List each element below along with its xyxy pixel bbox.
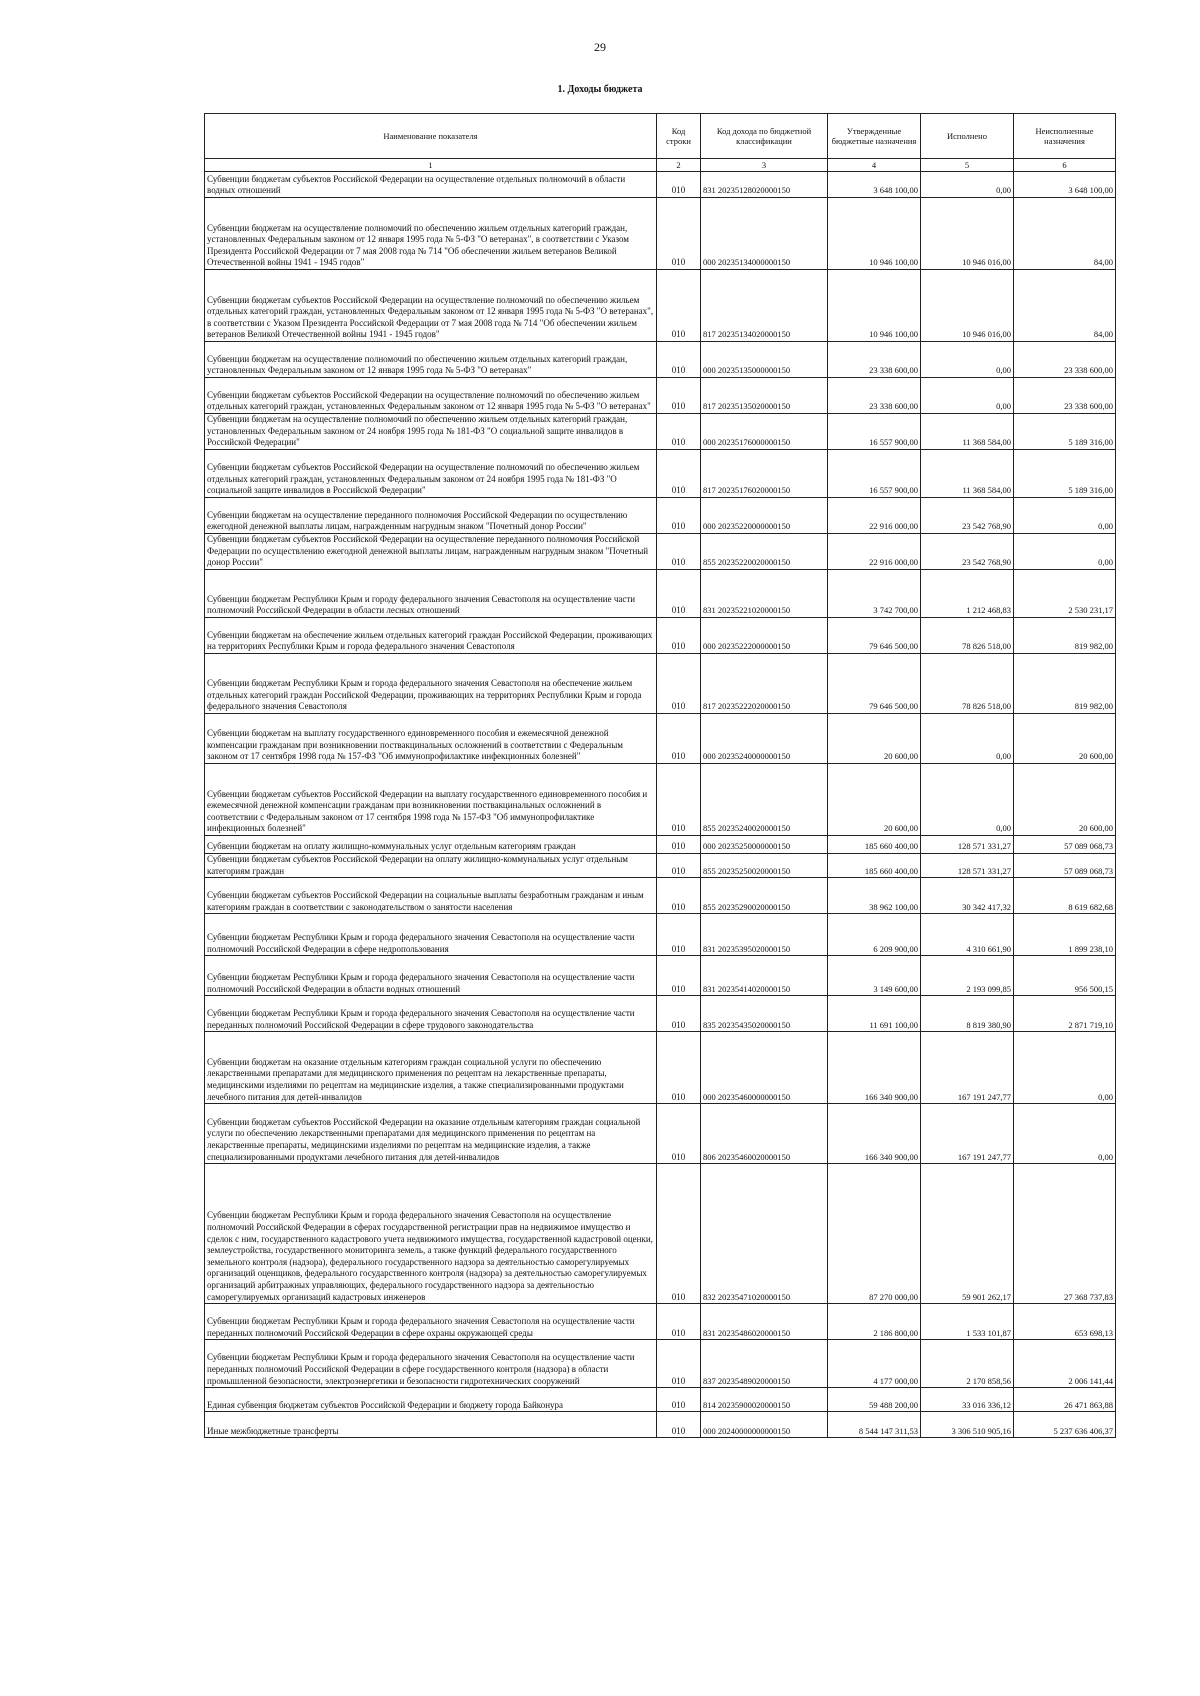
row-line-code-cell: 010 xyxy=(657,1304,701,1340)
row-name-cell: Субвенции бюджетам Республики Крым и города федерального значения Севастополя на осуществление части полномочий Российской Федерации в сфере недропользования xyxy=(205,914,657,956)
column-number: 3 xyxy=(701,159,828,172)
row-line-code-cell: 010 xyxy=(657,996,701,1032)
row-approved-cell: 3 648 100,00 xyxy=(828,172,921,198)
row-line-code-cell: 010 xyxy=(657,764,701,836)
row-name-cell: Субвенции бюджетам субъектов Российской Федерации на осуществление полномочий по обеспечению жильем отдельных категорий граждан, установленных Федеральным законом от 12 января 1995 года № 5-ФЗ "О ветеранах" xyxy=(205,378,657,414)
table-row xyxy=(205,1032,1116,1104)
row-revenue-code-cell: 000 20235250000000150 xyxy=(701,836,828,854)
table-row xyxy=(205,570,1116,618)
row-name-cell: Субвенции бюджетам Республики Крым и города федерального значения Севастополя на осуществление части переданных полномочий Российской Федерации в сфере государственного контроля (надзора) в области промышленной безопасности, электроэнергетики и безопасности гидротехнических сооружений xyxy=(205,1340,657,1388)
row-name-cell: Иные межбюджетные трансферты xyxy=(205,1412,657,1438)
row-unexecuted-cell: 23 338 600,00 xyxy=(1014,342,1116,378)
row-line-code-cell: 010 xyxy=(657,914,701,956)
row-line-code-cell: 010 xyxy=(657,1340,701,1388)
row-executed-cell: 78 826 518,00 xyxy=(921,618,1014,654)
table-row xyxy=(205,1164,1116,1304)
table-row xyxy=(205,534,1116,570)
row-line-code-cell: 010 xyxy=(657,1412,701,1438)
row-approved-cell: 10 946 100,00 xyxy=(828,270,921,342)
row-unexecuted-cell: 57 089 068,73 xyxy=(1014,854,1116,878)
table-row xyxy=(205,1340,1116,1388)
row-name-cell: Субвенции бюджетам субъектов Российской Федерации на осуществление отдельных полномочий в области водных отношений xyxy=(205,172,657,198)
header-revenue-code: Код дохода по бюджетной классификации xyxy=(701,114,828,159)
row-approved-cell: 79 646 500,00 xyxy=(828,618,921,654)
row-revenue-code-cell: 855 20235290020000150 xyxy=(701,878,828,914)
row-approved-cell: 185 660 400,00 xyxy=(828,854,921,878)
budget-revenue-table xyxy=(204,113,1116,1438)
row-approved-cell: 23 338 600,00 xyxy=(828,378,921,414)
table-row xyxy=(205,618,1116,654)
row-revenue-code-cell: 000 20235176000000150 xyxy=(701,414,828,450)
row-name-cell: Субвенции бюджетам на осуществление полномочий по обеспечению жильем отдельных категорий граждан, установленных Федеральным законом от 12 января 1995 года № 5-ФЗ "О ветеранах" xyxy=(205,342,657,378)
row-unexecuted-cell: 653 698,13 xyxy=(1014,1304,1116,1340)
row-executed-cell: 11 368 584,00 xyxy=(921,414,1014,450)
row-approved-cell: 23 338 600,00 xyxy=(828,342,921,378)
row-unexecuted-cell: 8 619 682,68 xyxy=(1014,878,1116,914)
row-revenue-code-cell: 814 20235900020000150 xyxy=(701,1388,828,1412)
row-executed-cell: 4 310 661,90 xyxy=(921,914,1014,956)
row-executed-cell: 167 191 247,77 xyxy=(921,1104,1014,1164)
column-number: 1 xyxy=(205,159,657,172)
row-approved-cell: 185 660 400,00 xyxy=(828,836,921,854)
row-approved-cell: 22 916 000,00 xyxy=(828,534,921,570)
table-row xyxy=(205,714,1116,764)
row-revenue-code-cell: 835 20235435020000150 xyxy=(701,996,828,1032)
row-revenue-code-cell: 000 20235134000000150 xyxy=(701,198,828,270)
row-revenue-code-cell: 000 20235135000000150 xyxy=(701,342,828,378)
row-name-cell: Субвенции бюджетам субъектов Российской Федерации на осуществление переданного полномочия Российской Федерации по осуществлению ежегодной денежной выплаты лицам, награжденным нагрудным знаком "Почетный донор России" xyxy=(205,534,657,570)
row-revenue-code-cell: 000 20240000000000150 xyxy=(701,1412,828,1438)
row-revenue-code-cell: 855 20235220020000150 xyxy=(701,534,828,570)
row-name-cell: Субвенции бюджетам на оказание отдельным категориям граждан социальной услуги по обеспечению лекарственными препаратами для медицинского применения по рецептам на лекарственные препараты, медицинскими изделиями по рецептам на медицинские изделия, а также специализированными продуктами лечебного питания для детей-инвалидов xyxy=(205,1032,657,1104)
row-unexecuted-cell: 20 600,00 xyxy=(1014,764,1116,836)
row-executed-cell: 78 826 518,00 xyxy=(921,654,1014,714)
row-name-cell: Единая субвенция бюджетам субъектов Российской Федерации и бюджету города Байконура xyxy=(205,1388,657,1412)
column-number: 2 xyxy=(657,159,701,172)
table-row xyxy=(205,172,1116,198)
row-executed-cell: 1 533 101,87 xyxy=(921,1304,1014,1340)
row-approved-cell: 166 340 900,00 xyxy=(828,1032,921,1104)
row-name-cell: Субвенции бюджетам субъектов Российской Федерации на осуществление полномочий по обеспечению жильем отдельных категорий граждан, установленных Федеральным законом от 24 ноября 1995 года № 181-ФЗ "О социальной защите инвалидов в Российской Федерации" xyxy=(205,450,657,498)
row-approved-cell: 79 646 500,00 xyxy=(828,654,921,714)
table-row xyxy=(205,450,1116,498)
row-line-code-cell: 010 xyxy=(657,1388,701,1412)
row-line-code-cell: 010 xyxy=(657,378,701,414)
row-name-cell: Субвенции бюджетам Республики Крым и города федерального значения Севастополя на осуществление части полномочий Российской Федерации в области водных отношений xyxy=(205,956,657,996)
row-executed-cell: 33 016 336,12 xyxy=(921,1388,1014,1412)
row-line-code-cell: 010 xyxy=(657,654,701,714)
table-row xyxy=(205,914,1116,956)
column-number-row xyxy=(205,159,1116,172)
table-body xyxy=(205,172,1116,1438)
row-name-cell: Субвенции бюджетам Республики Крым и города федерального значения Севастополя на осуществление части переданных полномочий Российской Федерации в сфере трудового законодательства xyxy=(205,996,657,1032)
row-executed-cell: 11 368 584,00 xyxy=(921,450,1014,498)
row-line-code-cell: 010 xyxy=(657,450,701,498)
row-name-cell: Субвенции бюджетам Республики Крым и города федерального значения Севастополя на осуществление полномочий Российской Федерации в сферах государственной регистрации прав на недвижимое имущество и сделок с ним, государственного кадастрового учета недвижимого имущества, государственной кадастровой оценки, землеустройства, государственного мониторинга земель, а также функций федерального государственного земельного контроля (надзора), федерального государственного надзора за деятельностью саморегулируемых организаций оценщиков, федерального государственного контроля (надзора) за деятельностью саморегулируемых организаций арбитражных управляющих, федерального государственного надзора за деятельностью саморегулируемых организаций кадастровых инженеров xyxy=(205,1164,657,1304)
header-approved: Утвержденные бюджетные назначения xyxy=(828,114,921,159)
row-approved-cell: 38 962 100,00 xyxy=(828,878,921,914)
row-executed-cell: 128 571 331,27 xyxy=(921,854,1014,878)
row-unexecuted-cell: 2 530 231,17 xyxy=(1014,570,1116,618)
row-approved-cell: 2 186 800,00 xyxy=(828,1304,921,1340)
row-revenue-code-cell: 000 20235220000000150 xyxy=(701,498,828,534)
row-revenue-code-cell: 831 20235128020000150 xyxy=(701,172,828,198)
row-unexecuted-cell: 0,00 xyxy=(1014,1104,1116,1164)
page-number: 29 xyxy=(594,40,606,54)
row-executed-cell: 0,00 xyxy=(921,342,1014,378)
table-row xyxy=(205,378,1116,414)
row-line-code-cell: 010 xyxy=(657,956,701,996)
row-revenue-code-cell: 817 20235135020000150 xyxy=(701,378,828,414)
row-approved-cell: 8 544 147 311,53 xyxy=(828,1412,921,1438)
row-revenue-code-cell: 855 20235240020000150 xyxy=(701,764,828,836)
table-row xyxy=(205,654,1116,714)
header-indicator-name: Наименование показателя xyxy=(205,114,657,159)
row-line-code-cell: 010 xyxy=(657,534,701,570)
row-unexecuted-cell: 84,00 xyxy=(1014,270,1116,342)
row-approved-cell: 10 946 100,00 xyxy=(828,198,921,270)
row-unexecuted-cell: 3 648 100,00 xyxy=(1014,172,1116,198)
row-approved-cell: 3 742 700,00 xyxy=(828,570,921,618)
row-line-code-cell: 010 xyxy=(657,570,701,618)
row-executed-cell: 0,00 xyxy=(921,172,1014,198)
row-unexecuted-cell: 20 600,00 xyxy=(1014,714,1116,764)
row-name-cell: Субвенции бюджетам на осуществление полномочий по обеспечению жильем отдельных категорий граждан, установленных Федеральным законом от 12 января 1995 года № 5-ФЗ "О ветеранах", в соответствии с Указом Президента Российской Федерации от 7 мая 2008 года № 714 "Об обеспечении жильем ветеранов Великой Отечественной войны 1941 - 1945 годов" xyxy=(205,198,657,270)
row-revenue-code-cell: 000 20235460000000150 xyxy=(701,1032,828,1104)
row-name-cell: Субвенции бюджетам на выплату государственного единовременного пособия и ежемесячной денежной компенсации гражданам при возникновении поствакцинальных осложнений в соответствии с Федеральным законом от 17 сентября 1998 года № 157-ФЗ "Об иммунопрофилактике инфекционных болезней" xyxy=(205,714,657,764)
column-number: 6 xyxy=(1014,159,1116,172)
table-row xyxy=(205,996,1116,1032)
row-line-code-cell: 010 xyxy=(657,270,701,342)
row-revenue-code-cell: 831 20235414020000150 xyxy=(701,956,828,996)
row-executed-cell: 10 946 016,00 xyxy=(921,270,1014,342)
row-approved-cell: 16 557 900,00 xyxy=(828,414,921,450)
row-approved-cell: 6 209 900,00 xyxy=(828,914,921,956)
table-row xyxy=(205,1412,1116,1438)
row-unexecuted-cell: 57 089 068,73 xyxy=(1014,836,1116,854)
row-unexecuted-cell: 0,00 xyxy=(1014,1032,1116,1104)
row-unexecuted-cell: 819 982,00 xyxy=(1014,618,1116,654)
row-revenue-code-cell: 831 20235221020000150 xyxy=(701,570,828,618)
row-revenue-code-cell: 832 20235471020000150 xyxy=(701,1164,828,1304)
row-unexecuted-cell: 23 338 600,00 xyxy=(1014,378,1116,414)
row-revenue-code-cell: 831 20235486020000150 xyxy=(701,1304,828,1340)
table-row xyxy=(205,342,1116,378)
row-executed-cell: 128 571 331,27 xyxy=(921,836,1014,854)
row-line-code-cell: 010 xyxy=(657,1104,701,1164)
row-executed-cell: 23 542 768,90 xyxy=(921,498,1014,534)
row-line-code-cell: 010 xyxy=(657,172,701,198)
table-row xyxy=(205,836,1116,854)
row-executed-cell: 30 342 417,32 xyxy=(921,878,1014,914)
row-unexecuted-cell: 0,00 xyxy=(1014,534,1116,570)
row-approved-cell: 4 177 000,00 xyxy=(828,1340,921,1388)
row-unexecuted-cell: 819 982,00 xyxy=(1014,654,1116,714)
row-approved-cell: 11 691 100,00 xyxy=(828,996,921,1032)
row-approved-cell: 59 488 200,00 xyxy=(828,1388,921,1412)
row-unexecuted-cell: 1 899 238,10 xyxy=(1014,914,1116,956)
row-line-code-cell: 010 xyxy=(657,714,701,764)
row-executed-cell: 167 191 247,77 xyxy=(921,1032,1014,1104)
row-name-cell: Субвенции бюджетам Республики Крым и городу федерального значения Севастополя на осуществление части полномочий Российской Федерации в области лесных отношений xyxy=(205,570,657,618)
table-row xyxy=(205,1388,1116,1412)
row-approved-cell: 166 340 900,00 xyxy=(828,1104,921,1164)
table-row xyxy=(205,498,1116,534)
row-line-code-cell: 010 xyxy=(657,854,701,878)
row-name-cell: Субвенции бюджетам Республики Крым и города федерального значения Севастополя на осуществление части переданных полномочий Российской Федерации в сфере охраны окружающей среды xyxy=(205,1304,657,1340)
header-line-code: Код строки xyxy=(657,114,701,159)
row-revenue-code-cell: 817 20235222020000150 xyxy=(701,654,828,714)
row-unexecuted-cell: 956 500,15 xyxy=(1014,956,1116,996)
row-unexecuted-cell: 26 471 863,88 xyxy=(1014,1388,1116,1412)
row-name-cell: Субвенции бюджетам субъектов Российской Федерации на выплату государственного единовременного пособия и ежемесячной денежной компенсации гражданам при возникновении поствакцинальных осложнений в соответствии с Федеральным законом от 17 сентября 1998 года № 157-ФЗ "Об иммунопрофилактике инфекционных болезней" xyxy=(205,764,657,836)
row-executed-cell: 3 306 510 905,16 xyxy=(921,1412,1014,1438)
row-revenue-code-cell: 817 20235134020000150 xyxy=(701,270,828,342)
row-revenue-code-cell: 000 20235222000000150 xyxy=(701,618,828,654)
row-unexecuted-cell: 2 871 719,10 xyxy=(1014,996,1116,1032)
row-executed-cell: 0,00 xyxy=(921,714,1014,764)
row-revenue-code-cell: 000 20235240000000150 xyxy=(701,714,828,764)
header-executed: Исполнено xyxy=(921,114,1014,159)
row-unexecuted-cell: 5 189 316,00 xyxy=(1014,414,1116,450)
row-approved-cell: 20 600,00 xyxy=(828,714,921,764)
row-unexecuted-cell: 27 368 737,83 xyxy=(1014,1164,1116,1304)
table-row xyxy=(205,764,1116,836)
row-line-code-cell: 010 xyxy=(657,1164,701,1304)
row-line-code-cell: 010 xyxy=(657,836,701,854)
row-executed-cell: 2 193 099,85 xyxy=(921,956,1014,996)
row-approved-cell: 87 270 000,00 xyxy=(828,1164,921,1304)
row-name-cell: Субвенции бюджетам на оплату жилищно-коммунальных услуг отдельным категориям граждан xyxy=(205,836,657,854)
column-number: 4 xyxy=(828,159,921,172)
table-row xyxy=(205,1304,1116,1340)
row-line-code-cell: 010 xyxy=(657,618,701,654)
row-revenue-code-cell: 837 20235489020000150 xyxy=(701,1340,828,1388)
row-executed-cell: 10 946 016,00 xyxy=(921,198,1014,270)
section-title: 1. Доходы бюджета xyxy=(557,84,643,95)
row-executed-cell: 8 819 380,90 xyxy=(921,996,1014,1032)
row-revenue-code-cell: 806 20235460020000150 xyxy=(701,1104,828,1164)
table-row xyxy=(205,1104,1116,1164)
row-name-cell: Субвенции бюджетам субъектов Российской Федерации на оплату жилищно-коммунальных услуг отдельным категориям граждан xyxy=(205,854,657,878)
row-executed-cell: 0,00 xyxy=(921,378,1014,414)
row-executed-cell: 59 901 262,17 xyxy=(921,1164,1014,1304)
row-revenue-code-cell: 855 20235250020000150 xyxy=(701,854,828,878)
table-row xyxy=(205,854,1116,878)
row-name-cell: Субвенции бюджетам Республики Крым и города федерального значения Севастополя на обеспечение жильем отдельных категорий граждан Российской Федерации, проживающих на территориях Республики Крым и города федерального значения Севастополя xyxy=(205,654,657,714)
row-line-code-cell: 010 xyxy=(657,1032,701,1104)
row-line-code-cell: 010 xyxy=(657,198,701,270)
table-row xyxy=(205,414,1116,450)
row-unexecuted-cell: 5 237 636 406,37 xyxy=(1014,1412,1116,1438)
row-line-code-cell: 010 xyxy=(657,414,701,450)
row-executed-cell: 2 170 858,56 xyxy=(921,1340,1014,1388)
row-name-cell: Субвенции бюджетам субъектов Российской Федерации на осуществление полномочий по обеспечению жильем отдельных категорий граждан, установленных Федеральным законом от 12 января 1995 года № 5-ФЗ "О ветеранах", в соответствии с Указом Президента Российской Федерации от 7 мая 2008 года № 714 "Об обеспечении жильем ветеранов Великой Отечественной войны 1941 - 1945 годов" xyxy=(205,270,657,342)
table-row xyxy=(205,198,1116,270)
row-unexecuted-cell: 0,00 xyxy=(1014,498,1116,534)
row-approved-cell: 20 600,00 xyxy=(828,764,921,836)
row-line-code-cell: 010 xyxy=(657,342,701,378)
row-name-cell: Субвенции бюджетам на обеспечение жильем отдельных категорий граждан Российской Федерации, проживающих на территориях Республики Крым и города федерального значения Севастополя xyxy=(205,618,657,654)
header-unexecuted: Неисполненные назначения xyxy=(1014,114,1116,159)
row-approved-cell: 16 557 900,00 xyxy=(828,450,921,498)
column-number: 5 xyxy=(921,159,1014,172)
row-name-cell: Субвенции бюджетам на осуществление переданного полномочия Российской Федерации по осуществлению ежегодной денежной выплаты лицам, награжденным нагрудным знаком "Почетный донор России" xyxy=(205,498,657,534)
row-approved-cell: 3 149 600,00 xyxy=(828,956,921,996)
row-executed-cell: 1 212 468,83 xyxy=(921,570,1014,618)
row-unexecuted-cell: 5 189 316,00 xyxy=(1014,450,1116,498)
row-executed-cell: 0,00 xyxy=(921,764,1014,836)
row-name-cell: Субвенции бюджетам субъектов Российской Федерации на оказание отдельным категориям граждан социальной услуги по обеспечению лекарственными препаратами для медицинского применения по рецептам на лекарственные препараты, медицинскими изделиями по рецептам на медицинские изделия, а также специализированными продуктами лечебного питания для детей-инвалидов xyxy=(205,1104,657,1164)
table-row xyxy=(205,956,1116,996)
row-executed-cell: 23 542 768,90 xyxy=(921,534,1014,570)
row-revenue-code-cell: 817 20235176020000150 xyxy=(701,450,828,498)
table-row xyxy=(205,270,1116,342)
row-revenue-code-cell: 831 20235395020000150 xyxy=(701,914,828,956)
row-line-code-cell: 010 xyxy=(657,878,701,914)
row-unexecuted-cell: 84,00 xyxy=(1014,198,1116,270)
row-name-cell: Субвенции бюджетам субъектов Российской Федерации на социальные выплаты безработным гражданам и иным категориям граждан в соответствии с законодательством о занятости населения xyxy=(205,878,657,914)
row-name-cell: Субвенции бюджетам на осуществление полномочий по обеспечению жильем отдельных категорий граждан, установленных Федеральным законом от 24 ноября 1995 года № 181-ФЗ "О социальной защите инвалидов в Российской Федерации" xyxy=(205,414,657,450)
table-row xyxy=(205,878,1116,914)
row-approved-cell: 22 916 000,00 xyxy=(828,498,921,534)
table-header-row xyxy=(205,114,1116,159)
row-line-code-cell: 010 xyxy=(657,498,701,534)
row-unexecuted-cell: 2 006 141,44 xyxy=(1014,1340,1116,1388)
